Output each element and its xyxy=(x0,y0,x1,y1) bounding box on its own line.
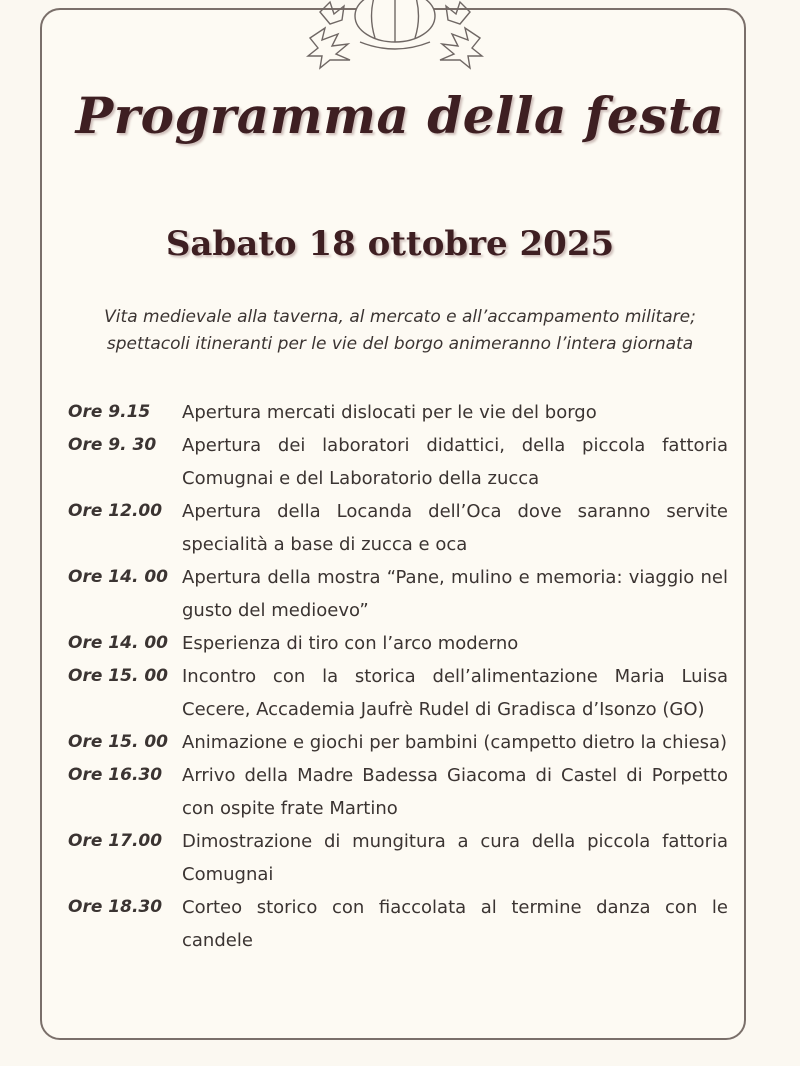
program-list xyxy=(68,396,728,957)
program-time: Ore 18.30 xyxy=(68,897,163,917)
program-time: Ore 15. 00 xyxy=(68,732,168,752)
pumpkin-leaves-icon xyxy=(300,0,490,70)
program-time: Ore 12.00 xyxy=(68,501,163,521)
program-item xyxy=(68,825,728,891)
program-time: Ore 9. 30 xyxy=(68,435,157,455)
program-description: Animazione e giochi per bambini (campetto dietro la chiesa) xyxy=(182,732,728,753)
program-time: Ore 14. 00 xyxy=(68,633,168,653)
program-time: Ore 9.15 xyxy=(68,402,151,422)
program-description: Apertura della Locanda dell’Oca dove saranno servite specialità a base di zucca e oca xyxy=(182,501,728,555)
program-time: Ore 16.30 xyxy=(68,765,163,785)
program-description: Incontro con la storica dell’alimentazione Maria Luisa Cecere, Accademia Jaufrè Rudel di Gradisca d’Isonzo (GO) xyxy=(182,666,728,720)
program-item xyxy=(68,495,728,561)
program-item xyxy=(68,660,728,726)
intro-line: Vita medievale alla taverna, al mercato e all’accampamento militare; xyxy=(104,307,696,327)
program-time: Ore 15. 00 xyxy=(68,666,168,686)
page-title: Programma della festa xyxy=(75,86,725,145)
program-description: Dimostrazione di mungitura a cura della piccola fattoria Comugnai xyxy=(182,831,728,885)
program-item xyxy=(68,429,728,495)
program-description: Apertura dei laboratori didattici, della piccola fattoria Comugnai e del Laboratorio della zucca xyxy=(182,435,728,489)
intro-line: spettacoli itineranti per le vie del borgo animeranno l’intera giornata xyxy=(106,334,694,354)
program-item xyxy=(68,627,728,660)
program-time: Ore 14. 00 xyxy=(68,567,168,587)
program-time: Ore 17.00 xyxy=(68,831,163,851)
program-item xyxy=(68,726,728,759)
program-description: Corteo storico con fiaccolata al termine danza con le candele xyxy=(182,897,728,951)
program-item xyxy=(68,561,728,627)
program-description: Esperienza di tiro con l’arco moderno xyxy=(182,633,519,654)
program-description: Apertura mercati dislocati per le vie del borgo xyxy=(182,402,597,423)
event-date: Sabato 18 ottobre 2025 xyxy=(165,224,615,264)
program-item xyxy=(68,396,728,429)
program-item xyxy=(68,891,728,957)
program-description: Arrivo della Madre Badessa Giacoma di Castel di Porpetto con ospite frate Martino xyxy=(182,765,728,819)
program-description: Apertura della mostra “Pane, mulino e memoria: viaggio nel gusto del medioevo” xyxy=(182,567,728,621)
intro-text xyxy=(60,304,740,358)
program-item xyxy=(68,759,728,825)
